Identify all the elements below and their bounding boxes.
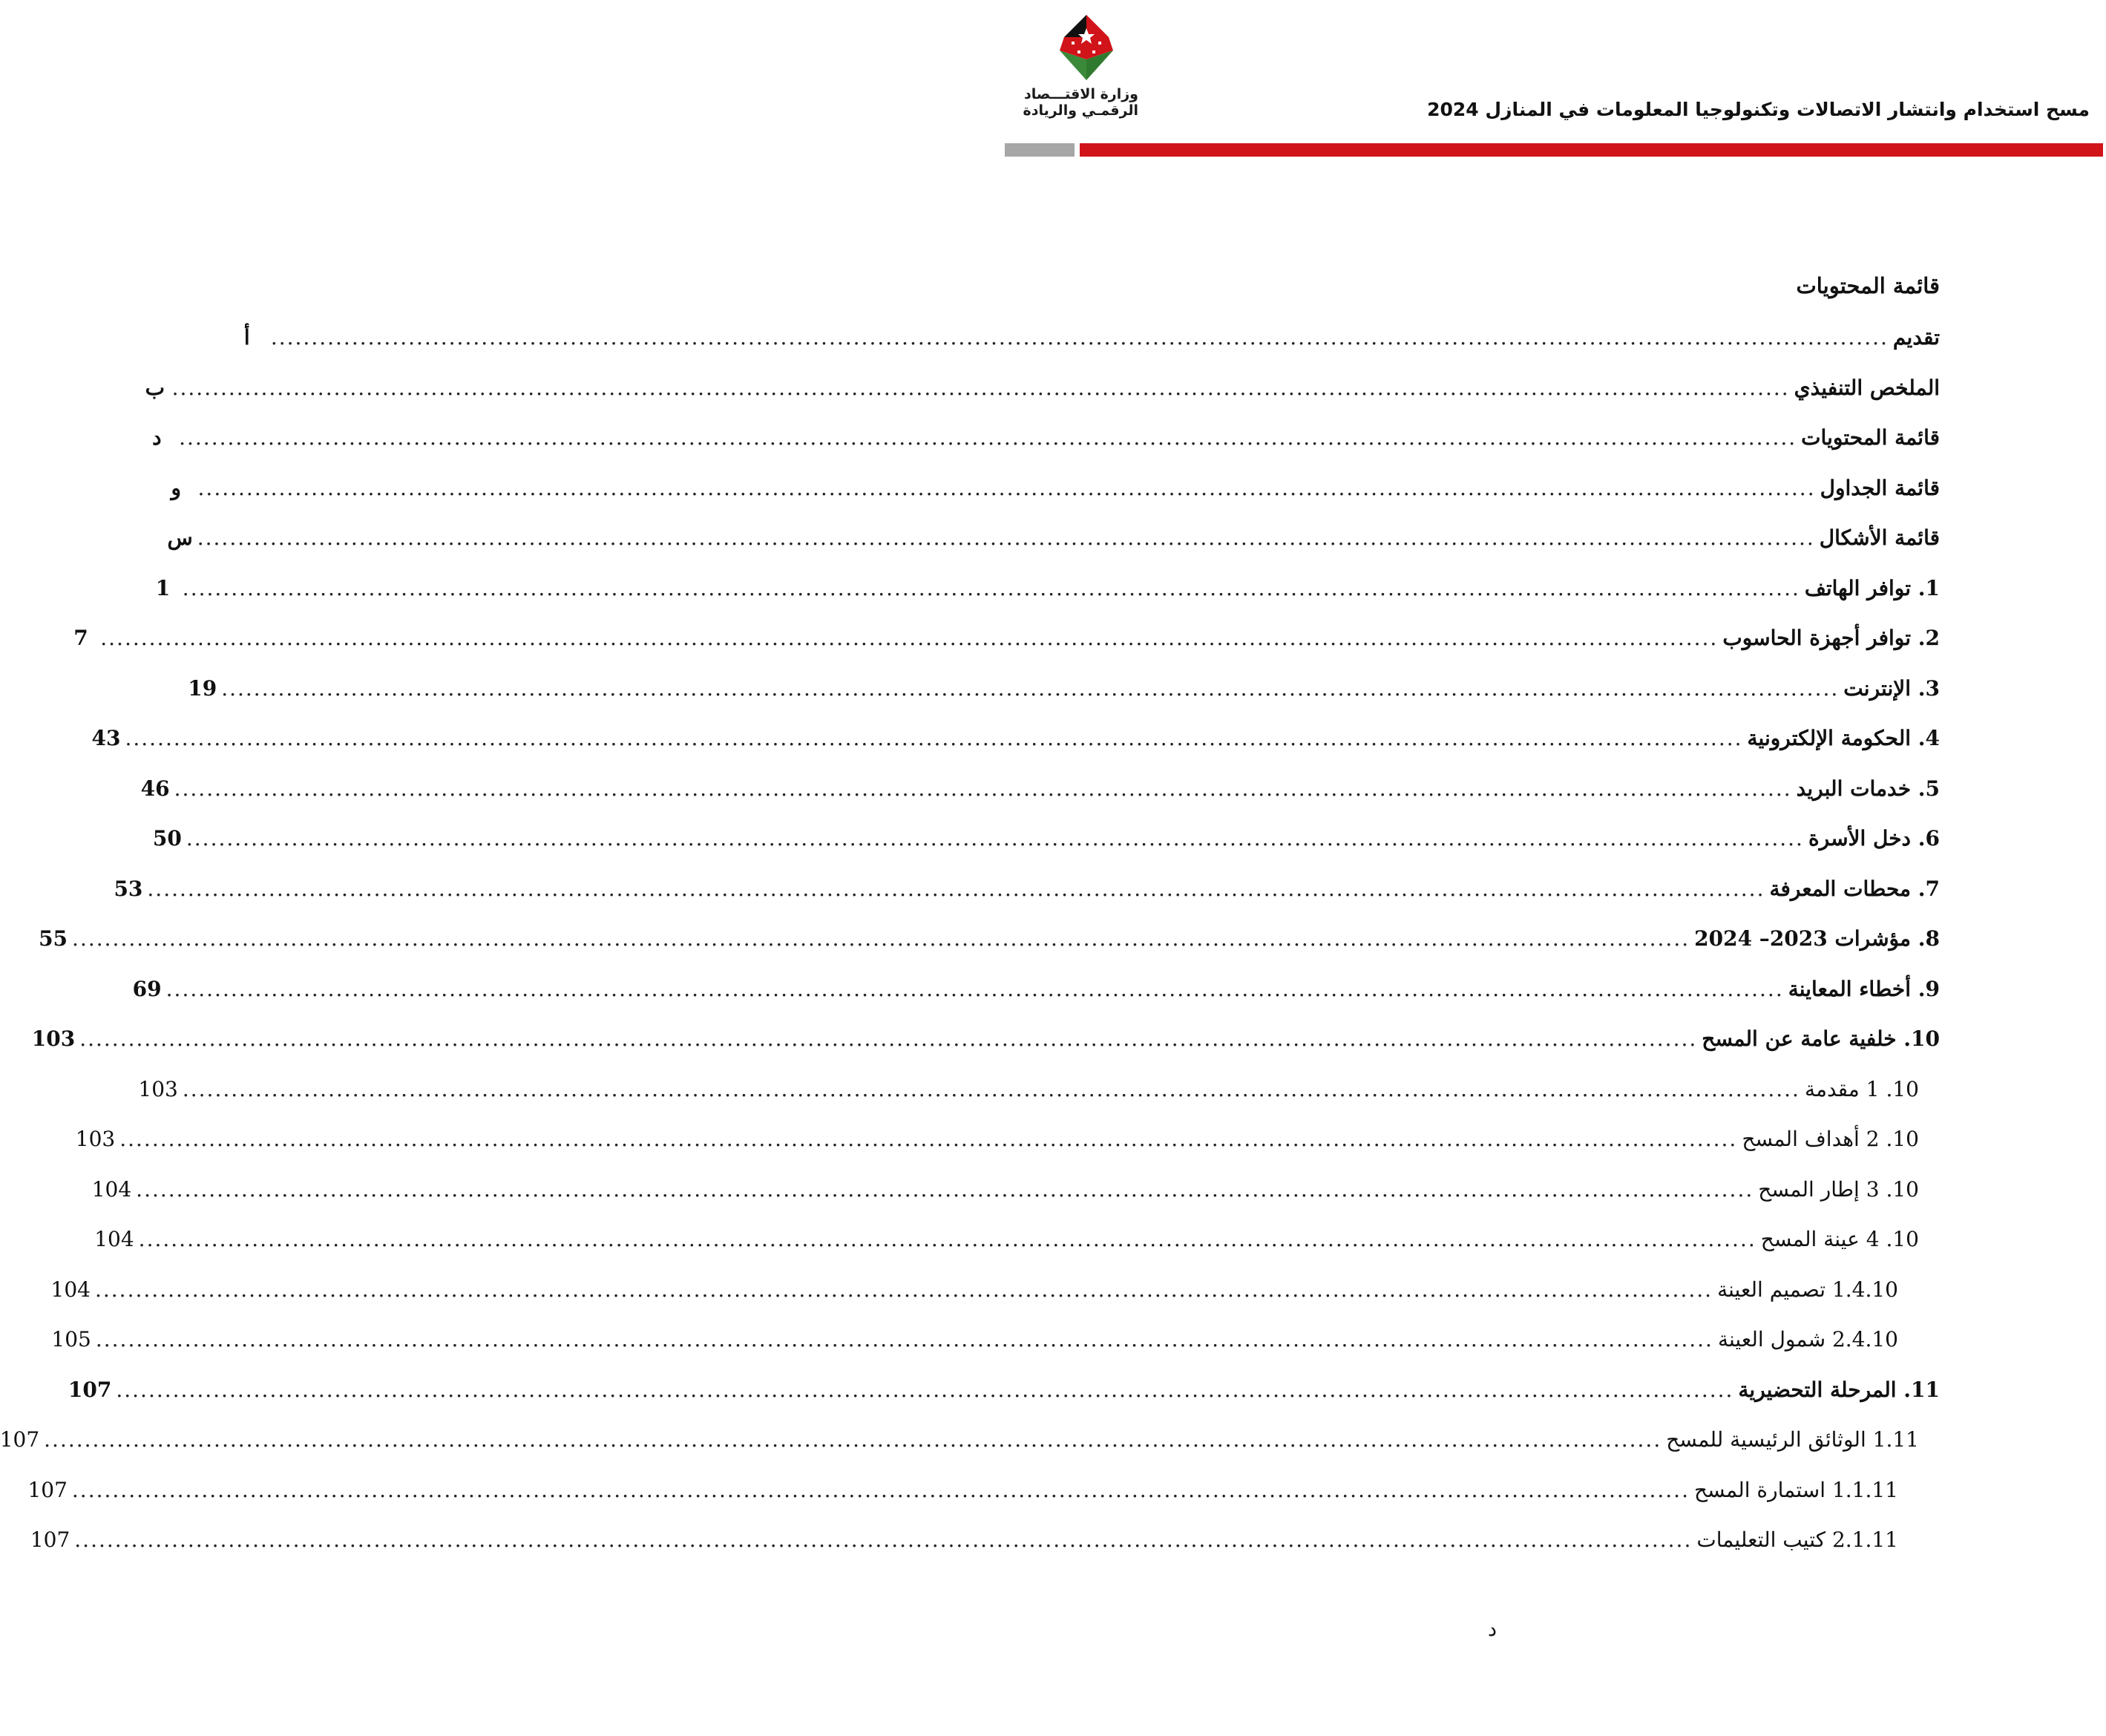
- toc-entry-chapter-5[interactable]: [140, 770, 1940, 821]
- ministry-logo: [1023, 13, 1138, 125]
- dot-leader: ........................................................................................................................................................................................................: [94, 1277, 1713, 1302]
- toc-entry-label: قائمة الأشكال: [1819, 525, 1940, 550]
- dot-leader: ........................................................................................................................................................................................................: [136, 1176, 1754, 1202]
- dot-leader: ........................................................................................................................................................................................................: [79, 1026, 1698, 1051]
- toc-entry-chapter-8[interactable]: [39, 920, 1940, 971]
- toc-entry-label: 8. مؤشرات 2023– 2024: [1694, 926, 1940, 951]
- dot-leader: ........................................................................................................................................................................................................: [270, 325, 1889, 350]
- toc-entry-page: 104: [91, 1176, 132, 1202]
- logo-text-line1: وزارة الاقتـــصاد: [1024, 86, 1138, 102]
- toc-entry-page: 1: [155, 575, 171, 600]
- header-divider-red: [1080, 143, 2103, 157]
- toc-entry-label: 2.1.11 كتيب التعليمات: [1696, 1527, 1898, 1552]
- dot-leader: ........................................................................................................................................................................................................: [221, 675, 1840, 701]
- page-number: د: [1487, 1618, 1498, 1641]
- toc-entry-page: 103: [75, 1127, 116, 1151]
- toc-entry-label: 4. الحكومة الإلكترونية: [1747, 726, 1940, 750]
- dot-leader: ........................................................................................................................................................................................................: [100, 626, 1719, 650]
- dot-leader: ........................................................................................................................................................................................................: [179, 425, 1797, 450]
- toc-entry-label: 11. المرحلة التحضيرية: [1738, 1377, 1940, 1402]
- header-title: مسح استخدام وانتشار الاتصالات وتكنولوجيا المعلومات في المنازل 2024: [1427, 99, 2090, 120]
- toc-entry-label: تقديم: [1892, 325, 1940, 350]
- toc-entry-page: 50: [152, 826, 182, 851]
- toc-entry-section-11-1[interactable]: [0, 1421, 1940, 1472]
- toc-entry-label: الملخص التنفيذي: [1794, 375, 1940, 400]
- dot-leader: ........................................................................................................................................................................................................: [125, 726, 1743, 750]
- toc-entry-tables-list[interactable]: [171, 470, 1940, 520]
- toc-entry-page: 7: [73, 626, 88, 650]
- toc-entry-section-10-4[interactable]: [94, 1221, 1940, 1271]
- toc-entry-chapter-6[interactable]: [152, 820, 1940, 871]
- toc-entry-label: 10. 4 عينة المسح: [1760, 1227, 1919, 1251]
- logo-text-line2: الرقمـي والريادة: [1023, 102, 1138, 119]
- toc-entry-page: 53: [114, 876, 143, 901]
- toc-entry-page: د: [152, 425, 162, 450]
- toc-entry-page: 104: [94, 1227, 134, 1251]
- dot-leader: ........................................................................................................................................................................................................: [71, 1477, 1690, 1502]
- toc-entry-chapter-9[interactable]: [132, 971, 1940, 1021]
- toc-entry-label: قائمة الجداول: [1820, 475, 1940, 500]
- toc-entry-chapter-10[interactable]: [31, 1021, 1940, 1071]
- toc-entry-page: ب: [145, 375, 165, 400]
- toc-entry-label: 1.4.10 تصميم العينة: [1717, 1277, 1898, 1302]
- toc-entry-label: 1.1.11 استمارة المسح: [1693, 1477, 1898, 1502]
- toc-heading: قائمة المحتويات: [1796, 273, 1940, 298]
- jordan-emblem-icon: [1049, 13, 1123, 88]
- dot-leader: ........................................................................................................................................................................................................: [119, 1127, 1738, 1151]
- toc-entry-label: 10. 3 إطار المسح: [1758, 1176, 1919, 1202]
- toc-entry-label: 6. دخل الأسرة: [1808, 826, 1940, 851]
- dot-leader: ........................................................................................................................................................................................................: [197, 475, 1816, 500]
- toc-entry-page: 103: [138, 1076, 178, 1101]
- toc-entry-label: 7. محطات المعرفة: [1769, 876, 1940, 901]
- toc-entry-figures-list[interactable]: [167, 520, 1940, 570]
- toc-entry-section-10-1[interactable]: [138, 1071, 1940, 1121]
- toc-entry-section-10-3[interactable]: [91, 1171, 1940, 1222]
- toc-entry-page: 43: [91, 726, 121, 750]
- toc-entry-section-10-4-2[interactable]: [51, 1321, 1940, 1372]
- toc-entry-chapter-1[interactable]: [155, 570, 1940, 620]
- toc-entry-section-11-1-2[interactable]: [30, 1522, 1940, 1572]
- dot-leader: ........................................................................................................................................................................................................: [182, 575, 1800, 600]
- toc-entry-label: قائمة المحتويات: [1801, 425, 1940, 450]
- toc-entry-chapter-11[interactable]: [68, 1372, 1940, 1422]
- toc-entry-label: 9. أخطاء المعاينة: [1788, 976, 1940, 1001]
- toc-entry-page: 105: [51, 1327, 91, 1352]
- toc-entry-page: 46: [140, 776, 170, 801]
- dot-leader: ........................................................................................................................................................................................................: [72, 926, 1690, 951]
- toc-entry-page: 107: [27, 1477, 68, 1502]
- dot-leader: ........................................................................................................................................................................................................: [74, 1527, 1693, 1552]
- toc-entry-page: س: [167, 525, 193, 550]
- dot-leader: ........................................................................................................................................................................................................: [171, 375, 1790, 400]
- dot-leader: ........................................................................................................................................................................................................: [186, 826, 1804, 851]
- toc-entry-label: 1. توافر الهاتف: [1804, 575, 1940, 600]
- toc-entry-preface[interactable]: [243, 319, 1940, 370]
- toc-entry-label: 5. خدمات البريد: [1796, 776, 1940, 801]
- toc-entry-label: 2.4.10 شمول العينة: [1717, 1327, 1898, 1352]
- dot-leader: ........................................................................................................................................................................................................: [197, 525, 1815, 550]
- toc-entry-chapter-4[interactable]: [91, 720, 1940, 770]
- toc-entry-section-10-2[interactable]: [75, 1121, 1940, 1171]
- toc-entry-label: 2. توافر أجهزة الحاسوب: [1722, 626, 1940, 650]
- toc-entry-label: 10. 1 مقدمة: [1804, 1076, 1919, 1101]
- toc-entry-page: 107: [0, 1427, 40, 1452]
- dot-leader: ........................................................................................................................................................................................................: [165, 976, 1784, 1001]
- toc-entry-page: 103: [31, 1026, 76, 1051]
- toc-entry-page: أ: [243, 325, 250, 350]
- toc-entry-section-11-1-1[interactable]: [27, 1472, 1940, 1522]
- toc-entry-page: 69: [132, 976, 162, 1001]
- toc-entry-section-10-4-1[interactable]: [50, 1271, 1940, 1322]
- toc-entry-page: و: [171, 475, 182, 500]
- dot-leader: ........................................................................................................................................................................................................: [116, 1377, 1734, 1402]
- dot-leader: ........................................................................................................................................................................................................: [44, 1427, 1662, 1452]
- dot-leader: ........................................................................................................................................................................................................: [182, 1076, 1800, 1101]
- toc-entry-label: 1.11 الوثائق الرئيسية للمسح: [1666, 1427, 1919, 1452]
- table-of-contents: [0, 267, 1940, 1572]
- toc-entry-label: 3. الإنترنت: [1843, 675, 1940, 701]
- toc-entry-executive-summary[interactable]: [145, 370, 1940, 420]
- dot-leader: ........................................................................................................................................................................................................: [138, 1227, 1756, 1251]
- toc-entry-page: 55: [39, 926, 68, 951]
- header-divider-gray: [1005, 143, 1075, 157]
- toc-entry-page: 19: [188, 675, 217, 701]
- toc-entry-page: 107: [68, 1377, 112, 1402]
- toc-entry-page: 104: [50, 1277, 91, 1302]
- toc-entry-chapter-7[interactable]: [114, 871, 1940, 921]
- toc-entry-contents[interactable]: [152, 419, 1940, 470]
- toc-entry-chapter-3[interactable]: [188, 670, 1940, 721]
- toc-entry-label: 10. خلفية عامة عن المسح: [1702, 1026, 1940, 1051]
- toc-entry-chapter-2[interactable]: [73, 620, 1940, 670]
- toc-entry-label: 10. 2 أهداف المسح: [1742, 1127, 1919, 1151]
- dot-leader: ........................................................................................................................................................................................................: [174, 776, 1792, 801]
- dot-leader: ........................................................................................................................................................................................................: [95, 1327, 1713, 1352]
- dot-leader: ........................................................................................................................................................................................................: [147, 876, 1765, 901]
- toc-entry-page: 107: [30, 1527, 70, 1552]
